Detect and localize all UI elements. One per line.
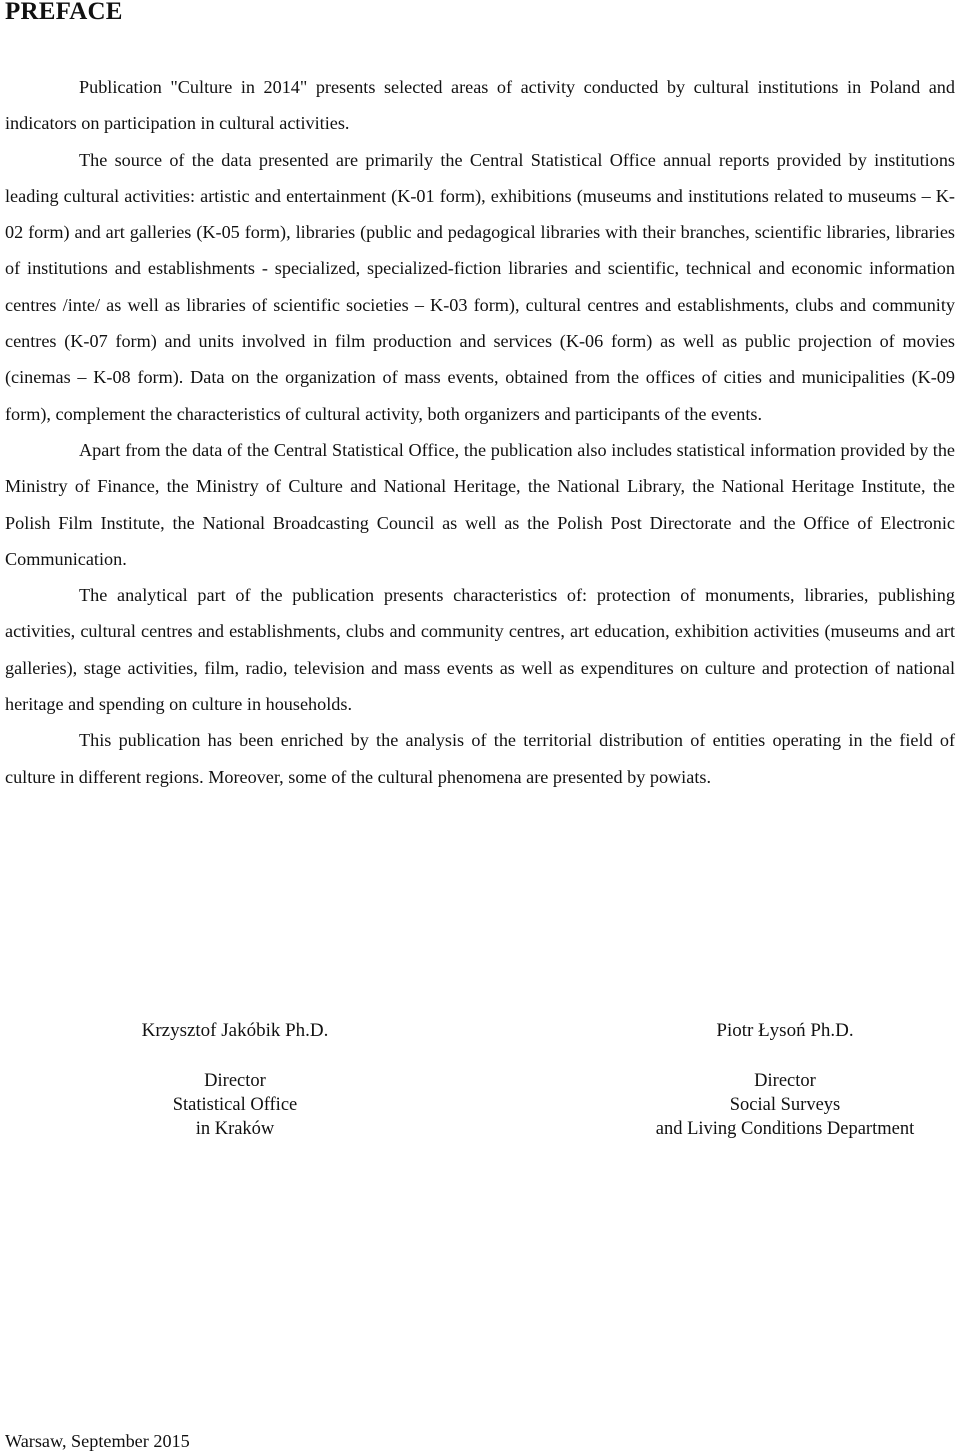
signatory-title-line: and Living Conditions Department [655, 1119, 915, 1139]
signature-block-social-surveys [620, 1019, 950, 1141]
paragraph-intro: Publication "Culture in 2014" presents selected areas of activity conducted by cultural institutions in Poland and indicators on participation in cultural activities. [5, 77, 955, 134]
page-title: PREFACE [5, 0, 123, 25]
signatory-title-line: Statistical Office [172, 1095, 298, 1115]
paragraph-external-sources: Apart from the data of the Central Statistical Office, the publication also includes statistical information provided by the Ministry of Finance, the Ministry of Culture and National Heritage, the National Library, the National Heritage Institute, the Polish Film Institute, the National Broadcasting Council as well as the Polish Post Directorate and the Office of Electronic Communication. [5, 439, 955, 569]
signatory-title-line: Director [204, 1071, 266, 1091]
place-and-date: Warsaw, September 2015 [5, 1431, 190, 1451]
paragraph-territorial-analysis: This publication has been enriched by the analysis of the territorial distribution of entities operating in the field of culture in different regions. Moreover, some of the cultural phenomena are presented by powiats. [5, 730, 955, 787]
signatory-name: Krzysztof Jakóbik Ph.D. [141, 1020, 329, 1041]
signature-block-krakow [110, 1019, 360, 1141]
signatory-title-line: Social Surveys [729, 1095, 841, 1115]
paragraph-data-sources: The source of the data presented are primarily the Central Statistical Office annual reports provided by institutions leading cultural activities: artistic and entertainment (K-01 form), exhibitions (museums and institutions related to museums – K-02 form) and art galleries (K-05 form), libraries (public and pedagogical libraries with their branches, scientific libraries, libraries of institutions and establishments - specialized, specialized-fiction libraries and scientific, technical and economic information centres /inte/ as well as libraries of scientific societies – K-03 form), cultural centres and establishments, clubs and community centres (K-07 form) and units involved in film production and services (K-06 form) as well as public projection of movies (cinemas – K-08 form). Data on the organization of mass events, obtained from the offices of cities and municipalities (K-09 form), complement the characteristics of cultural activity, both organizers and participants of the events. [5, 149, 955, 424]
signatory-name: Piotr Łysoń Ph.D. [716, 1020, 854, 1041]
paragraph-analytical-part: The analytical part of the publication presents characteristics of: protection of monuments, libraries, publishing activities, cultural centres and establishments, clubs and community centres, art education, exhibition activities (museums and art galleries), stage activities, film, radio, television and mass events as well as expenditures on culture and protection of national heritage and spending on culture in households. [5, 585, 955, 715]
signatory-title-line: in Kraków [195, 1119, 275, 1139]
signatory-title-line: Director [754, 1071, 816, 1091]
preface-body [5, 69, 955, 795]
